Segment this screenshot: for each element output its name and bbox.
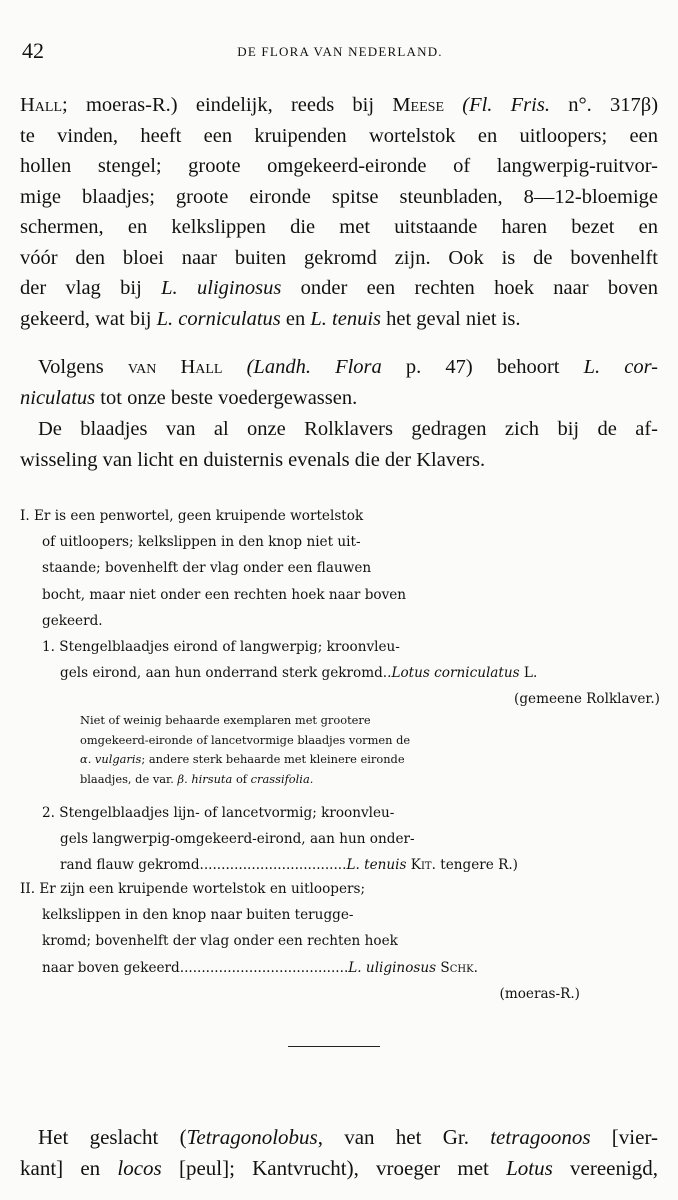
key-line: of uitloopers; kelkslippen in den knop niet uit- (42, 534, 361, 551)
text-line: Het geslacht (Tetragonolobus, van het Gr. tetragoonos [vier- (38, 1125, 659, 1149)
key-line: I. Er is een penwortel, geen kruipende wortelstok (20, 508, 364, 524)
note-line: α. vulgaris; andere sterk behaarde met kleinere eironde (80, 752, 405, 767)
paragraph-rolklavers (20, 414, 658, 475)
running-title: DE FLORA VAN NEDERLAND. (237, 44, 443, 59)
key-line: bocht, maar niet onder een rechten hoek naar boven (42, 586, 407, 603)
key-line: kromd; bovenhelft der vlag onder een rechten hoek (42, 933, 398, 950)
text-line: hollen stengel; groote omgekeerd-eironde of langwerpig-ruitvor- (20, 155, 658, 177)
identification-key-section-II (20, 876, 660, 1007)
page-header (22, 38, 658, 68)
text-line: Volgens van Hall (Landh. Flora p. 47) behoort L. cor- (38, 356, 658, 378)
key-line: gekeerd. (42, 612, 103, 629)
section-divider (288, 1046, 380, 1047)
text-line: niculatus tot onze beste voedergewassen. (20, 386, 358, 409)
paragraph-lotus-description (20, 90, 658, 334)
key-line: gels eirond, aan hun onderrand sterk gekromd..Lotus corniculatus L. (60, 665, 538, 682)
text-line: wisseling van licht en duisternis evenals die der Klavers. (20, 448, 486, 471)
key-line: II. Er zijn een kruipende wortelstok en uitloopers; (20, 881, 366, 897)
key-line: naar boven gekeerd.......................................L. uliginosus Schk. (42, 959, 478, 976)
key-line: rand flauw gekromd..................................L. tenuis Kit. tengere R.) (60, 857, 518, 874)
key-line: (moeras-R.) (499, 985, 580, 1002)
text-line: gekeerd, wat bij L. corniculatus en L. tenuis het geval niet is. (20, 307, 521, 330)
text-line: mige blaadjes; groote eironde spitse steunbladen, 8—12-bloemige (20, 185, 658, 208)
text-line: Hall; moeras-R.) eindelijk, reeds bij Meese (Fl. Fris. n°. 317β) (20, 94, 659, 116)
key-line: 2. Stengelblaadjes lijn- of lancetvormig; kroonvleu- (42, 805, 395, 821)
paragraph-tetragonolobus (20, 1122, 658, 1183)
text-line: te vinden, heeft een kruipenden wortelstok en uitloopers; een (20, 124, 658, 147)
key-line: kelkslippen in den knop naar buiten terugge- (42, 907, 354, 924)
text-line: schermen, en kelkslippen die met uitstaande haren bezet en (20, 216, 658, 238)
identification-key-section-I (20, 503, 660, 713)
key-line: 1. Stengelblaadjes eirond of langwerpig; kroonvleu- (42, 638, 400, 655)
text-line: der vlag bij L. uliginosus onder een rechten hoek naar boven (20, 277, 658, 299)
key-line: gels langwerpig-omgekeerd-eirond, aan hun onder- (60, 831, 415, 848)
identification-key-section-2 (20, 800, 660, 879)
variety-note (80, 711, 500, 789)
paragraph-van-hall (20, 352, 658, 413)
note-line: omgekeerd-eironde of lancetvormige blaadjes vormen de (80, 732, 411, 747)
text-line: vóór den bloei naar buiten gekromd zijn. Ook is de bovenhelft (20, 246, 658, 269)
text-line: kant] en locos [peul]; Kantvrucht), vroeger met Lotus vereenigd, (20, 1155, 659, 1180)
note-line: Niet of weinig behaarde exemplaren met grootere (80, 713, 371, 727)
key-line: staande; bovenhelft der vlag onder een flauwen (42, 560, 372, 577)
key-line: (gemeene Rolklaver.) (514, 691, 660, 708)
text-line: De blaadjes van al onze Rolklavers gedragen zich bij de af- (38, 418, 658, 440)
page-number: 42 (22, 38, 44, 63)
note-line: blaadjes, de var. β. hirsuta of crassifolia. (80, 771, 314, 786)
